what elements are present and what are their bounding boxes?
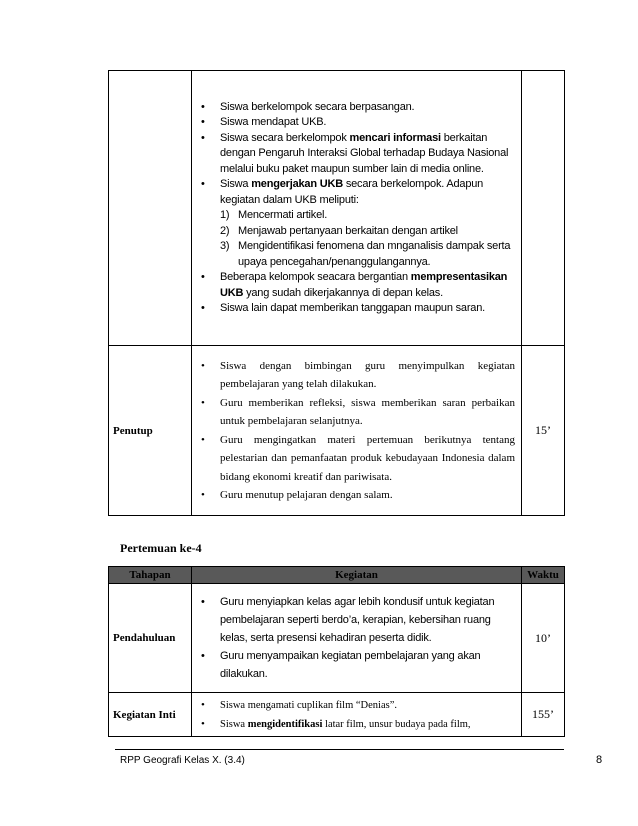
- time-cell-inti: 155’: [522, 693, 565, 737]
- bullet-icon: •: [201, 271, 205, 283]
- list-item: • Guru menyampaikan kegiatan pembelajaran yang akan dilakukan.: [200, 647, 515, 683]
- bullet-icon: •: [201, 433, 205, 446]
- column-header-kegiatan: Kegiatan: [192, 567, 522, 584]
- table-header-row: [109, 567, 565, 584]
- list-item: • Guru memberikan refleksi, siswa memberikan saran perbaikan untuk pembelajaran selanjutnya.: [200, 394, 515, 431]
- bullet-icon: •: [201, 302, 205, 314]
- bullet-icon: •: [201, 489, 205, 501]
- list-item: • Siswa lain dapat memberikan tanggapan maupun saran.: [200, 301, 515, 317]
- table-row: [109, 693, 565, 737]
- list-item: • Guru mengingatkan materi pertemuan berikutnya tentang pelestarian dan pemanfaatan produk kebudayaan Indonesia dalam bidang ekonomi kreatif dan pariwisata.: [200, 431, 515, 487]
- column-header-tahapan: Tahapan: [109, 567, 192, 584]
- list-item: • Guru menutup pelajaran dengan salam.: [200, 486, 515, 505]
- list-item: • Siswa mengidentifikasi latar film, unsur budaya pada film,: [200, 715, 515, 734]
- activity-cell: [192, 346, 522, 516]
- activity-list: [192, 99, 521, 318]
- list-item: 3) Mengidentifikasi fenomena dan mnganalisis dampak serta upaya pencegahan/penanggulangannya.: [220, 240, 511, 268]
- list-item: • Siswa berkelompok secara berpasangan.: [200, 100, 515, 116]
- list-item: • Guru menyiapkan kelas agar lebih kondusif untuk kegiatan pembelajaran seperti berdo’a, kerapian, kebersihan ruang kelas, serta presensi kehadiran peserta didik.: [200, 593, 515, 647]
- activity-table-continued: [108, 70, 565, 516]
- footer-document-title: RPP Geografi Kelas X. (3.4): [120, 755, 245, 766]
- opening-activity-list: [192, 592, 521, 684]
- list-item: • Siswa mengamati cuplikan film “Denias”.: [200, 696, 515, 715]
- table-row: [109, 71, 565, 346]
- list-item: • Siswa mendapat UKB.: [200, 115, 515, 131]
- time-cell-penutup: 15’: [522, 346, 565, 516]
- time-cell: [522, 71, 565, 346]
- bullet-icon: •: [201, 650, 205, 662]
- list-item: • Siswa dengan bimbingan guru menyimpulkan kegiatan pembelajaran yang telah dilakukan.: [200, 357, 515, 394]
- bullet-icon: •: [201, 717, 205, 730]
- list-item: • Beberapa kelompok seacara bergantian mempresentasikan UKB yang sudah dikerjakannya di depan kelas.: [201, 271, 508, 299]
- activity-cell: [192, 584, 522, 693]
- bullet-icon: •: [201, 116, 205, 128]
- table-row: [109, 346, 565, 516]
- activity-table-meeting-4: [108, 566, 565, 737]
- list-item: 1) Mencermati artikel.: [220, 209, 328, 221]
- stage-cell: [109, 71, 192, 346]
- bullet-icon: •: [201, 359, 205, 372]
- stage-cell-inti: Kegiatan Inti: [109, 693, 192, 737]
- ukb-steps-list: [220, 208, 515, 270]
- time-cell-pendahuluan: 10’: [522, 584, 565, 693]
- core-activity-list: [192, 695, 521, 735]
- list-item: • Siswa secara berkelompok mencari informasi berkaitan dengan Pengaruh Interaksi Global terhadap Budaya Nasional melalui buku paket maupun sumber lain di media online.: [201, 131, 509, 175]
- meeting-heading: Pertemuan ke-4: [120, 541, 202, 555]
- closing-activity-list: [192, 356, 521, 506]
- page-number: 8: [596, 754, 603, 766]
- activity-cell: [192, 693, 522, 737]
- bullet-icon: •: [201, 396, 205, 409]
- table-row: [109, 584, 565, 693]
- bullet-icon: •: [201, 178, 205, 190]
- stage-cell-pendahuluan: Pendahuluan: [109, 584, 192, 693]
- column-header-waktu: Waktu: [522, 567, 565, 584]
- list-item: • Siswa mengerjakan UKB secara berkelompok. Adapun kegiatan dalam UKB meliputi: 1) Mencermati artikel. 2) Menjawab pertanyaan berkaitan dengan artikel 3) Mengidentifikasi fenomena dan mnganalisis dampak serta upaya pencegahan/penanggulangannya.: [200, 177, 515, 270]
- activity-cell: [192, 71, 522, 346]
- bullet-icon: •: [201, 100, 205, 113]
- stage-cell-penutup: Penutup: [109, 346, 192, 516]
- bullet-icon: •: [201, 596, 205, 608]
- bullet-icon: •: [201, 131, 205, 144]
- list-item: 2) Menjawab pertanyaan berkaitan dengan artikel: [220, 224, 458, 237]
- footer-divider: [115, 749, 564, 750]
- bullet-icon: •: [201, 698, 205, 711]
